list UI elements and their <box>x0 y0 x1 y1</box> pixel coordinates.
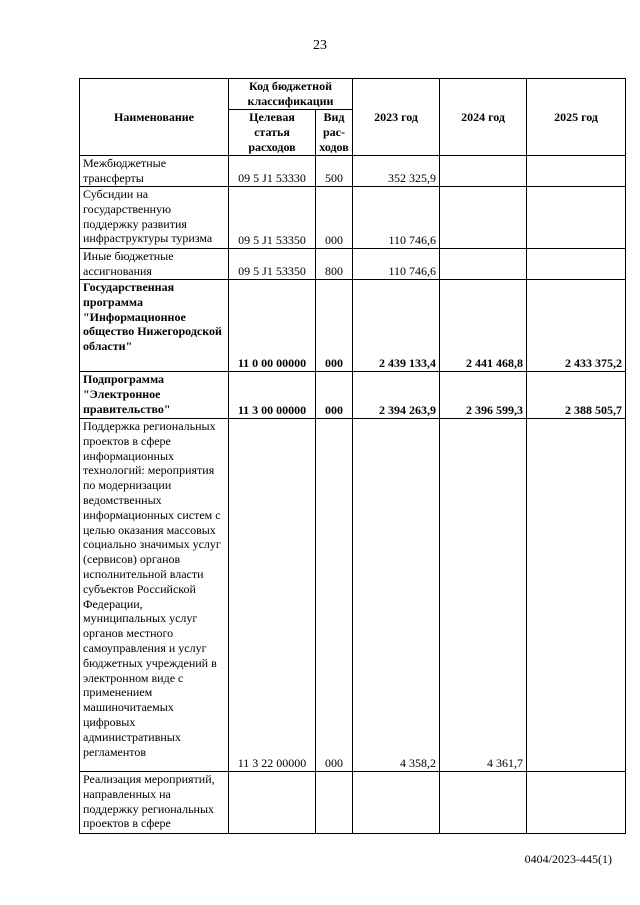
page-number: 23 <box>313 38 327 53</box>
row-2023: 110 746,6 <box>353 249 440 280</box>
row-target: 11 3 00 00000 <box>229 372 316 419</box>
row-2025 <box>527 419 626 772</box>
row-2023: 352 325,9 <box>353 156 440 187</box>
header-2025: 2025 год <box>527 79 626 156</box>
header-2024: 2024 год <box>440 79 527 156</box>
header-target: Целевая статья расходов <box>229 110 316 156</box>
header-2023: 2023 год <box>353 79 440 156</box>
row-kind: 000 <box>316 187 353 249</box>
document-code: 0404/2023-445(1) <box>524 852 612 866</box>
row-name: Субсидии на государственную поддержку развития инфраструктуры туризма <box>80 187 229 249</box>
row-2023 <box>353 772 440 834</box>
table-row <box>80 156 626 187</box>
row-target: 09 5 J1 53350 <box>229 187 316 249</box>
row-2024: 2 396 599,3 <box>440 372 527 419</box>
row-2024 <box>440 249 527 280</box>
row-2025: 2 433 375,2 <box>527 280 626 372</box>
row-2025 <box>527 187 626 249</box>
table-row <box>80 372 626 419</box>
row-2024 <box>440 772 527 834</box>
row-2024 <box>440 187 527 249</box>
row-kind: 800 <box>316 249 353 280</box>
row-kind: 000 <box>316 280 353 372</box>
row-kind <box>316 772 353 834</box>
row-2024: 2 441 468,8 <box>440 280 527 372</box>
budget-table <box>79 78 626 834</box>
row-name: Государственная программа "Информационное общество Нижегородской области" <box>80 280 229 372</box>
row-kind: 500 <box>316 156 353 187</box>
row-2024: 4 361,7 <box>440 419 527 772</box>
row-kind: 000 <box>316 419 353 772</box>
row-target: 11 3 22 00000 <box>229 419 316 772</box>
row-2023: 2 439 133,4 <box>353 280 440 372</box>
row-2025 <box>527 772 626 834</box>
row-kind: 000 <box>316 372 353 419</box>
row-name: Межбюджетные трансферты <box>80 156 229 187</box>
table-row <box>80 772 626 834</box>
row-name: Иные бюджетные ассигнования <box>80 249 229 280</box>
row-2023: 110 746,6 <box>353 187 440 249</box>
row-target: 09 5 J1 53350 <box>229 249 316 280</box>
header-name: Наименование <box>80 79 229 156</box>
row-name: Реализация мероприятий, направленных на поддержку региональных проектов в сфере <box>80 772 229 834</box>
table-row <box>80 249 626 280</box>
row-2025 <box>527 156 626 187</box>
row-name: Поддержка региональных проектов в сфере информационных технологий: мероприятия по модернизации ведомственных информационных систем с целью оказания массовых социально значимых услуг (сервисов) органов исполнительной власти субъектов Российской Федерации, муниципальных услуг органов местного самоуправления и услуг бюджетных учреждений в электронном виде с применением машиночитаемых цифровых административных регламентов <box>80 419 229 772</box>
row-2025 <box>527 249 626 280</box>
row-2024 <box>440 156 527 187</box>
row-name: Подпрограмма "Электронное правительство" <box>80 372 229 419</box>
header-code-group: Код бюджетной классификации <box>229 79 353 110</box>
header-row <box>80 79 626 110</box>
row-2023: 2 394 263,9 <box>353 372 440 419</box>
header-kind: Вид рас-ходов <box>316 110 353 156</box>
row-2023: 4 358,2 <box>353 419 440 772</box>
table-row <box>80 187 626 249</box>
row-2025: 2 388 505,7 <box>527 372 626 419</box>
row-target <box>229 772 316 834</box>
table-row <box>80 419 626 772</box>
table-row <box>80 280 626 372</box>
row-target: 09 5 J1 53330 <box>229 156 316 187</box>
row-target: 11 0 00 00000 <box>229 280 316 372</box>
